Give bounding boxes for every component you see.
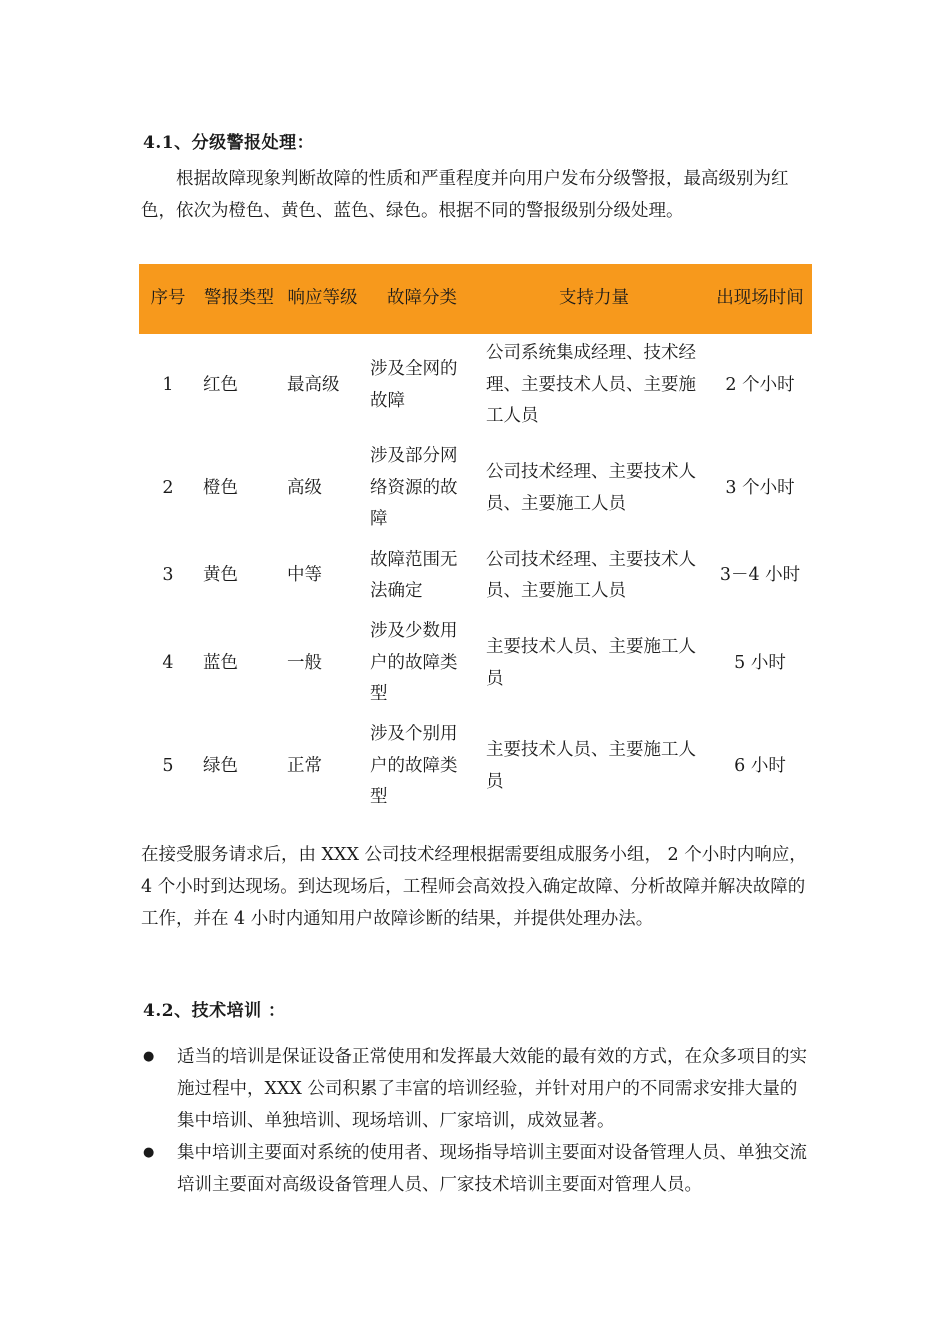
cell-support-force: 公司技术经理、主要技术人员、主要施工人员: [486, 462, 696, 514]
header-alert-type: 警报类型: [197, 264, 281, 334]
cell-index: 2: [162, 477, 174, 498]
cell-response-level: 一般: [287, 652, 322, 673]
cell-alert-type: 绿色: [203, 755, 238, 776]
cell-support-force: 主要技术人员、主要施工人员: [486, 740, 696, 792]
list-item: [143, 1041, 813, 1137]
list-item-text: 适当的培训是保证设备正常使用和发挥最大效能的最有效的方式，在众多项目的实施过程中，XXX 公司积累了丰富的培训经验，并针对用户的不同需求安排大量的集中培训、单独培训、现场培训、厂家培训，成效显著。: [177, 1047, 807, 1131]
cell-arrival-time: 6 小时: [734, 755, 786, 776]
header-fault-category: 故障分类: [364, 264, 480, 334]
cell-support-force: 公司技术经理、主要技术人员、主要施工人员: [486, 549, 696, 601]
cell-fault-category: 涉及部分网络资源的故障: [370, 446, 458, 530]
cell-index: 1: [162, 374, 174, 395]
section-heading-4-1: 4.1、分级警报处理：: [143, 133, 315, 153]
cell-arrival-time: 3－4 小时: [719, 565, 801, 586]
table-row: [139, 334, 812, 437]
table-row: [139, 715, 812, 818]
cell-response-level: 最高级: [287, 374, 340, 395]
cell-arrival-time: 2 个小时: [725, 374, 795, 395]
cell-alert-type: 红色: [203, 374, 238, 395]
table-header-row: [139, 264, 812, 334]
cell-arrival-time: 3 个小时: [725, 477, 795, 498]
header-support-force: 支持力量: [480, 264, 708, 334]
cell-index: 5: [162, 755, 174, 776]
cell-alert-type: 橙色: [203, 477, 238, 498]
list-item-text: 集中培训主要面对系统的使用者、现场指导培训主要面对设备管理人员、单独交流培训主要面对高级设备管理人员、厂家技术培训主要面对管理人员。: [177, 1143, 807, 1195]
cell-fault-category: 涉及少数用户的故障类型: [370, 621, 458, 705]
cell-fault-category: 涉及个别用户的故障类型: [370, 724, 458, 808]
section-heading-4-2: 4.2、技术培训 ：: [143, 1001, 286, 1021]
bullet-dot-icon: ●: [143, 1049, 155, 1064]
cell-alert-type: 蓝色: [203, 652, 238, 673]
cell-response-level: 高级: [287, 477, 322, 498]
cell-response-level: 中等: [287, 565, 322, 586]
training-bullet-list: [143, 1041, 813, 1201]
bullet-dot-icon: ●: [143, 1145, 155, 1160]
cell-fault-category: 故障范围无法确定: [370, 549, 458, 601]
cell-support-force: 公司系统集成经理、技术经理、主要技术人员、主要施工人员: [486, 343, 696, 427]
cell-response-level: 正常: [287, 755, 322, 776]
alert-level-table: [139, 264, 812, 818]
intro-paragraph: 根据故障现象判断故障的性质和严重程度并向用户发布分级警报，最高级别为红色，依次为橙色、黄色、蓝色、绿色。根据不同的警报级别分级处理。: [141, 169, 789, 221]
cell-index: 3: [162, 565, 174, 586]
header-response-level: 响应等级: [281, 264, 364, 334]
table-row: [139, 437, 812, 540]
table-row: [139, 612, 812, 715]
cell-arrival-time: 5 小时: [734, 652, 786, 673]
cell-fault-category: 涉及全网的故障: [370, 359, 458, 411]
header-arrival-time: 出现场时间: [708, 264, 812, 334]
service-paragraph: 在接受服务请求后，由 XXX 公司技术经理根据需要组成服务小组， 2 个小时内响应，4 个小时到达现场。到达现场后，工程师会高效投入确定故障、分析故障并解决故障的工作，并在 4 小时内通知用户故障诊断的结果，并提供处理办法。: [141, 845, 807, 929]
table-row: [139, 540, 812, 612]
cell-alert-type: 黄色: [203, 565, 238, 586]
cell-support-force: 主要技术人员、主要施工人员: [486, 637, 696, 689]
header-index: 序号: [139, 264, 197, 334]
cell-index: 4: [162, 652, 174, 673]
list-item: [143, 1137, 813, 1201]
